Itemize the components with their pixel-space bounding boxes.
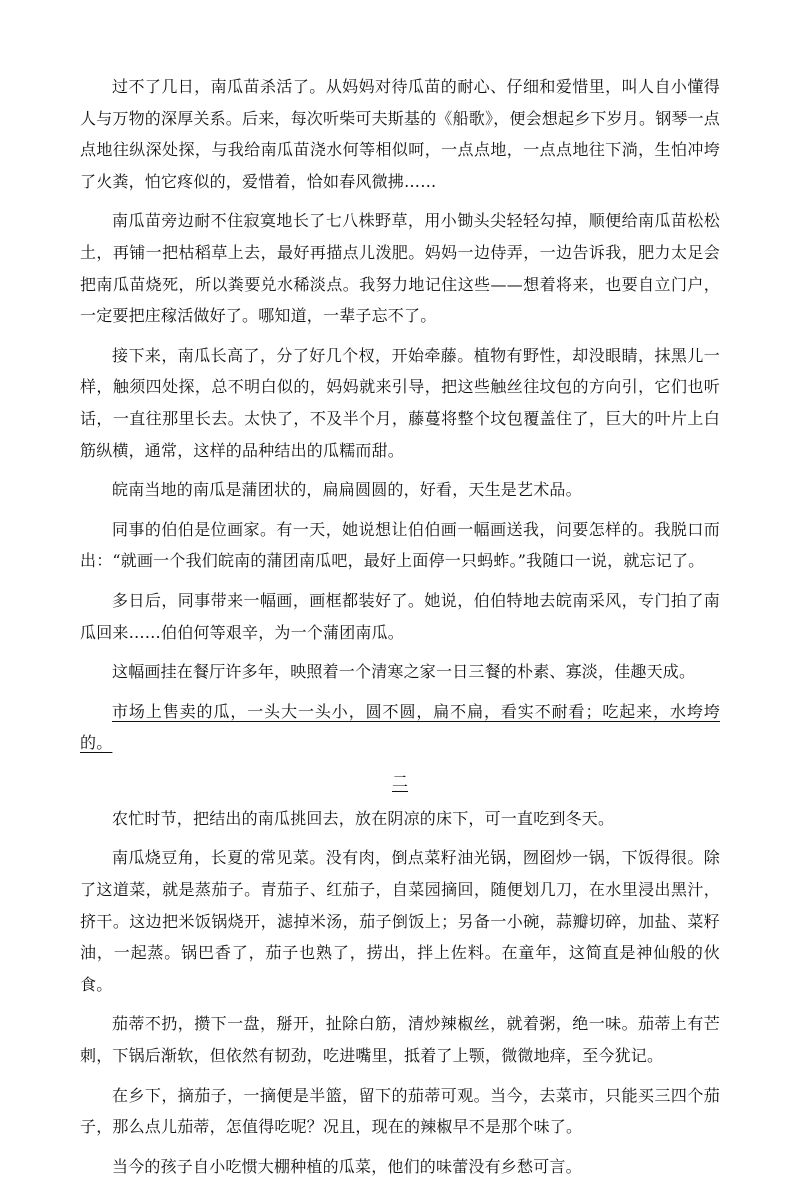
section-number-text: 二 xyxy=(391,771,408,791)
paragraph-weeding: 南瓜苗旁边耐不住寂寞地长了七八株野草，用小锄头尖轻轻勾掉，顺便给南瓜苗松松土，再铺一把枯稻草上去，最好再描点儿泼肥。妈妈一边侍弄，一边告诉我，肥力太足会把南瓜苗烧死，所以粪要兑水稀淡点。我努力地记住这些——想着将来，也要自立门户，一定要把庄稼活做好了。哪知道，一辈子忘不了。 xyxy=(80,211,720,326)
underlined-text: 市场上售卖的瓜，一头大一头小，圆不圆，扁不扁，看实不耐看；吃起来，水垮垮的。 xyxy=(80,701,720,753)
paragraph-eggplant-stems: 茄蒂不扔，攒下一盘，掰开，扯除白筋，清炒辣椒丝，就着粥，绝一味。茄蒂上有芒刺，下锅后渐软，但依然有韧劲，吃进嘴里，抵着了上颚，微微地痒，至今犹记。 xyxy=(80,1014,720,1066)
paragraph-eggplant-dish: 南瓜烧豆角，长夏的常见菜。没有肉，倒点菜籽油光锅，囫囵炒一锅，下饭得很。除了这道菜，就是蒸茄子。青茄子、红茄子，自菜园摘回，随便划几刀，在水里浸出黑汁，挤干。这边把米饭锅烧开，滤掉米汤，茄子倒饭上；另备一小碗，蒜瓣切碎，加盐、菜籽油，一起蒸。锅巴香了，茄子也熟了，捞出，拌上佐料。在童年，这简直是神仙般的伙食。 xyxy=(80,848,720,994)
paragraph-painter: 同事的伯伯是位画家。有一天，她说想让伯伯画一幅画送我，问要怎样的。我脱口而出：“就画一个我们皖南的蒲团南瓜吧，最好上面停一只蚂蚱。”我随口一说，就忘记了。 xyxy=(80,519,720,571)
paragraph-pumpkin-shape: 皖南当地的南瓜是蒲团状的，扁扁圆圆的，好看，天生是艺术品。 xyxy=(112,480,582,500)
paragraph-countryside-vs-now: 在乡下，摘茄子，一摘便是半篮，留下的茄蒂可观。当今，去菜市，只能买三四个茄子，那么点儿茄蒂，怎值得吃呢？况且，现在的辣椒早不是那个味了。 xyxy=(80,1085,720,1137)
paragraph-market-melons xyxy=(80,696,720,759)
paragraph-seedling-care: 过不了几日，南瓜苗杀活了。从妈妈对待瓜苗的耐心、仔细和爱惜里，叫人自小懂得人与万物的深厚关系。后来，每次听柴可夫斯基的《船歌》，便会想起乡下岁月。钢琴一点点地往纵深处探，与我给南瓜苗浇水何等相似呵，一点点地，一点点地往下淌，生怕冲垮了火粪，怕它疼似的，爱惜着，恰如春风微拂…… xyxy=(80,77,721,191)
section-number xyxy=(80,767,720,797)
paragraph-painting-hung: 这幅画挂在餐厅许多年，映照着一个清寒之家一日三餐的朴素、寡淡，佳趣天成。 xyxy=(112,662,696,682)
paragraph-painting-delivered: 多日后，同事带来一幅画，画框都装好了。她说，伯伯特地去皖南采风，专门拍了南瓜回来……伯伯何等艰辛，为一个蒲团南瓜。 xyxy=(80,590,720,642)
article-body xyxy=(80,71,720,1190)
paragraph-children-today: 当今的孩子自小吃惯大棚种植的瓜菜，他们的味蕾没有乡愁可言。 xyxy=(112,1156,582,1176)
paragraph-harvest: 农忙时节，把结出的南瓜挑回去，放在阴凉的床下，可一直吃到冬天。 xyxy=(112,808,615,828)
paragraph-vines: 接下来，南瓜长高了，分了好几个杈，开始牵藤。植物有野性，却没眼睛，抹黑儿一样，触须四处探，总不明白似的，妈妈就来引导，把这些触丝往坟包的方向引，它们也听话，一直往那里长去。太快了，不及半个月，藤蔓将整个坟包覆盖住了，巨大的叶片上白筋纵横，通常，这样的品种结出的瓜糯而甜。 xyxy=(80,345,720,460)
